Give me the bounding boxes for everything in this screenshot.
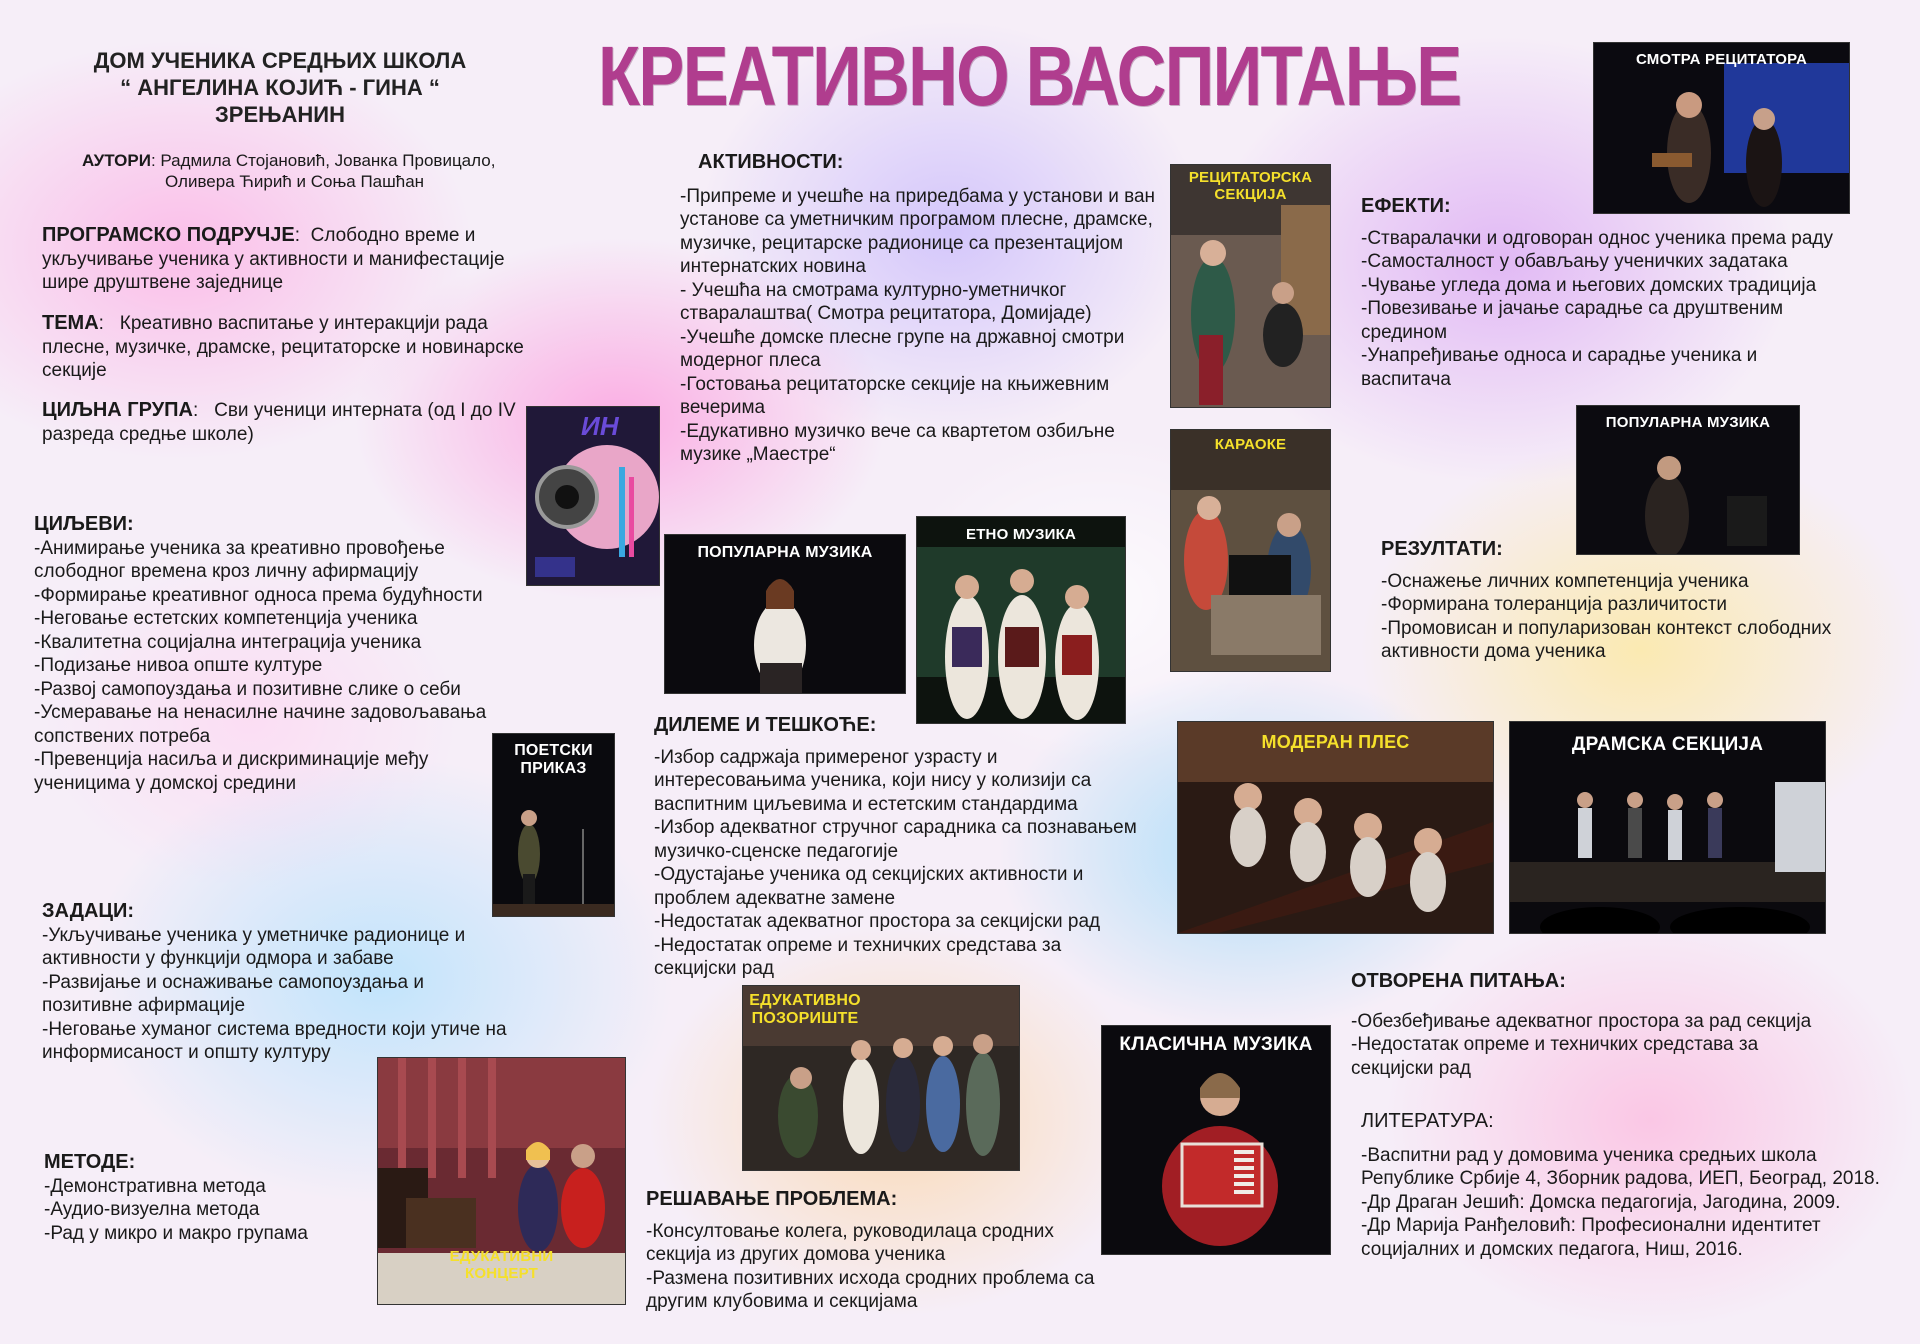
- list-item: -Квалитетна социјална интеграција ученика: [34, 631, 422, 653]
- list-item: -Самосталност у обављању ученичких задатака: [1361, 251, 1788, 272]
- tasks: [42, 900, 552, 1065]
- theme: ТЕМА: Креативно васпитање у интеракцији рада плесне, музичке, драмске, рецитаторске и новинарске секције: [42, 312, 524, 381]
- magazine-logo: ИН: [581, 411, 619, 441]
- authors-line-2: Оливера Ћирић и Соња Пашћан: [165, 172, 425, 191]
- photo-dramska-sekcija: [1509, 721, 1826, 934]
- photo-poetski-prikaz: [492, 733, 615, 917]
- list-item: -Одустајање ученика од секцијских активности и проблем адекватне замене: [654, 864, 1084, 909]
- problem-solving-heading: РЕШАВАЊЕ ПРОБЛЕМА:: [646, 1188, 898, 1210]
- list-item: -Развој самопоуздања и позитивне слике о себи: [34, 678, 461, 700]
- photo-caption-line: ЕДУКАТИВНО: [749, 992, 861, 1009]
- list-item: -Др Марија Ранђеловић: Професионални идентитет социјалних и домских педагога, Ниш, 2016.: [1361, 1215, 1821, 1260]
- methods: [44, 1151, 374, 1245]
- target-group-label: ЦИЉНА ГРУПА: [42, 399, 193, 421]
- literature-heading: ЛИТЕРАТУРА:: [1361, 1110, 1494, 1132]
- list-item: -Укључивање ученика у уметничке радионице и активности у функцији одмора и забаве: [42, 924, 466, 969]
- list-item: -Демонстративна метода: [44, 1175, 266, 1197]
- photo-caption-line: ЕДУКАТИВНИ: [449, 1248, 554, 1265]
- list-item: -Усмеравање на ненасилне начине задовољавања сопствених потреба: [34, 702, 487, 747]
- photo-popularna-muzika-right: [1576, 405, 1800, 555]
- karaoke-photo-art: [1171, 430, 1330, 671]
- authors: АУТОРИ: Радмила Стојановић, Јованка Провицало, Оливера Ћирић и Соња Пашћан: [82, 150, 522, 192]
- photo-caption-line: ПРИКАЗ: [520, 760, 587, 777]
- program-text: Слободно време и укључивање ученика у активности и манифестације шире друштвене заједнице: [42, 225, 505, 293]
- list-item: -Формирање креативног односа према будућности: [34, 584, 483, 606]
- list-item: -Учешће домске плесне групе на државној смотри модерног плеса: [680, 326, 1125, 371]
- folk-photo-art: [917, 517, 1125, 723]
- list-item: -Унапређивање односа и сарадње ученика и васпитача: [1361, 345, 1758, 390]
- photo-recitatorska-sekcija: [1170, 164, 1331, 408]
- photo-caption: КЛАСИЧНА МУЗИКА: [1119, 1034, 1313, 1055]
- results-heading: РЕЗУЛТАТИ:: [1381, 538, 1503, 560]
- goals: [34, 513, 534, 795]
- list-item: -Формирана толеранција различитости: [1381, 594, 1728, 615]
- school-line-3: ЗРЕЊАНИН: [215, 102, 345, 127]
- photo-edukativni-koncert: [377, 1057, 626, 1305]
- activities: [680, 151, 1160, 467]
- stage-photo-art: [1594, 43, 1849, 213]
- photo-caption-line: СЕКЦИЈА: [1214, 186, 1287, 203]
- list-item: -Подизање нивоа опште културе: [34, 655, 323, 676]
- list-item: -Неговање хуманог система вредности који утиче на информисаност и општу културу: [42, 1018, 507, 1063]
- list-item: -Избор адекватног стручног сарадника са познавањем музичко-сценске педагогије: [654, 817, 1137, 862]
- list-item: -Размена позитивних исхода сродних проблема са другим клубовима и секцијама: [646, 1267, 1095, 1312]
- photo-karaoke: [1170, 429, 1331, 672]
- photo-caption-line: РЕЦИТАТОРСКА: [1188, 169, 1313, 186]
- list-item: -Др Драган Јешић: Домска педагогија, Јагодина, 2009.: [1361, 1191, 1841, 1213]
- school-line-1: ДОМ УЧЕНИКА СРЕДЊИХ ШКОЛА: [93, 48, 467, 73]
- list-item: -Избор садржаја примереног узрасту и интересовањима ученика, који нису у колизији са васпитним циљевима и естетским стандардима: [654, 746, 1092, 815]
- program-label: ПРОГРАМСКО ПОДРУЧЈЕ: [42, 224, 295, 246]
- program-area: ПРОГРАМСКО ПОДРУЧЈЕ: Слободно време и укључивање ученика у активности и манифестације шире друштвене заједнице: [42, 224, 505, 293]
- list-item: -Консултовање колега, руководилаца сродних секција из других домова ученика: [646, 1220, 1054, 1265]
- photo-caption: КАРАОКЕ: [1214, 436, 1287, 453]
- photo-etno-muzika: [916, 516, 1126, 724]
- results: [1381, 538, 1881, 664]
- school-name: [60, 47, 500, 128]
- list-item: -Недостатак опреме и техничких средстава за секцијски рад: [654, 934, 1062, 979]
- tasks-heading: ЗАДАЦИ:: [42, 900, 135, 922]
- photo-caption: [1171, 169, 1330, 203]
- list-item: -Аудио-визуелна метода: [44, 1199, 260, 1220]
- photo-caption: [742, 992, 875, 1028]
- list-item: -Оснажење личних компетенција ученика: [1381, 570, 1749, 592]
- photo-caption-line: КОНЦЕРТ: [465, 1265, 538, 1282]
- effects: [1361, 195, 1881, 391]
- list-item: -Повезивање и јачање сарадње са друштвеним средином: [1361, 298, 1784, 343]
- list-item: -Чување угледа дома и његових домских традиција: [1361, 274, 1817, 296]
- problem-solving: [646, 1188, 1146, 1314]
- methods-heading: МЕТОДЕ:: [44, 1151, 136, 1173]
- photo-caption: ПОПУЛАРНА МУЗИКА: [1605, 414, 1771, 431]
- photo-caption-line: ПОЗОРИШТЕ: [751, 1010, 859, 1027]
- activities-heading: АКТИВНОСТИ:: [698, 151, 844, 173]
- photo-caption: ЕТНО МУЗИКА: [965, 526, 1077, 543]
- list-item: -Припреме и учешће на приредбама у установи и ван установе са уметничким програмом плесне, драмске, музичке, рецитарске радионице са презентацијом интернатских новина: [680, 185, 1156, 277]
- list-item: -Рад у микро и макро групама: [44, 1222, 308, 1244]
- list-item: -Обезбеђивање адекватног простора за рад секција: [1351, 1010, 1812, 1032]
- accordion-photo-art: [1102, 1026, 1330, 1254]
- photo-caption: ПОПУЛАРНА МУЗИКА: [697, 544, 873, 561]
- list-item: -Стваралачки и одговоран однос ученика према раду: [1361, 227, 1834, 249]
- open-questions: [1351, 970, 1871, 1080]
- list-item: -Васпитни рад у домовима ученика средњих школа Републике Србије 4, Зборник радова, ИЕП, Београд, 2018.: [1361, 1144, 1880, 1189]
- list-item: - Учешћа на смотрама културно-уметничког стваралаштва( Смотра рецитатора, Домијаде): [680, 279, 1092, 324]
- photo-edukativno-pozoriste: [742, 985, 1020, 1171]
- photo-popularna-muzika-middle: [664, 534, 906, 694]
- photo-caption-line: ПОЕТСКИ: [514, 742, 593, 759]
- target-group: ЦИЉНА ГРУПА: Сви ученици интерната (од I до IV разреда средње школе): [42, 399, 516, 445]
- dilemmas-heading: ДИЛЕМЕ И ТЕШКОЋЕ:: [654, 714, 877, 736]
- photo-caption: МОДЕРАН ПЛЕС: [1261, 732, 1410, 752]
- literature: [1361, 1110, 1881, 1261]
- list-item: -Анимирање ученика за креативно провођење слободног времена кроз личну афирмацију: [34, 537, 445, 582]
- photo-caption: ДРАМСКА СЕКЦИЈА: [1571, 734, 1764, 755]
- list-item: -Недостатак опреме и техничких средстава за секцијски рад: [1351, 1034, 1759, 1079]
- dilemmas: [654, 714, 1144, 981]
- list-item: -Неговање естетских компетенција ученика: [34, 608, 418, 629]
- dance-photo-art: [1178, 722, 1493, 933]
- photo-caption: [378, 1248, 625, 1282]
- goals-heading: ЦИЉЕВИ:: [34, 513, 134, 535]
- magazine-cover-photo: [526, 406, 660, 586]
- open-questions-heading: ОТВОРЕНА ПИТАЊА:: [1351, 970, 1566, 992]
- page-title: КРЕАТИВНО ВАСПИТАЊЕ: [598, 29, 1461, 123]
- list-item: -Гостовања рецитаторске секције на књижевним вечерима: [680, 373, 1110, 418]
- list-item: -Промовисан и популаризован контекст слободних активности дома ученика: [1381, 617, 1832, 662]
- photo-caption: СМОТРА РЕЦИТАТОРА: [1635, 51, 1808, 68]
- photo-caption: [493, 742, 614, 778]
- authors-label: АУТОРИ: [82, 151, 151, 170]
- list-item: -Превенција насиља и дискриминације међу ученицима у домској средини: [34, 749, 429, 794]
- photo-moderan-ples: [1177, 721, 1494, 934]
- authors-line-1: Радмила Стојановић, Јованка Провицало,: [160, 151, 496, 170]
- list-item: -Развијање и оснаживање самопоуздања и позитивне афирмације: [42, 971, 424, 1016]
- list-item: -Недостатак адекватног простора за секцијски рад: [654, 911, 1101, 932]
- photo-smotra-recitatora: [1593, 42, 1850, 214]
- list-item: -Едукативно музичко вече са квартетом озбиљне музике „Маестре“: [680, 420, 1115, 465]
- school-line-2: “ АНГЕЛИНА КОЈИЋ - ГИНА “: [120, 75, 440, 100]
- photo-klasicna-muzika: [1101, 1025, 1331, 1255]
- effects-heading: ЕФЕКТИ:: [1361, 195, 1451, 217]
- target-group-text: Сви ученици интерната (од I до IV разреда средње школе): [42, 400, 516, 445]
- theme-label: ТЕМА: [42, 312, 99, 334]
- theme-text: Креативно васпитање у интеракцији рада плесне, музичке, драмске, рецитаторске и новинарске секције: [42, 313, 524, 381]
